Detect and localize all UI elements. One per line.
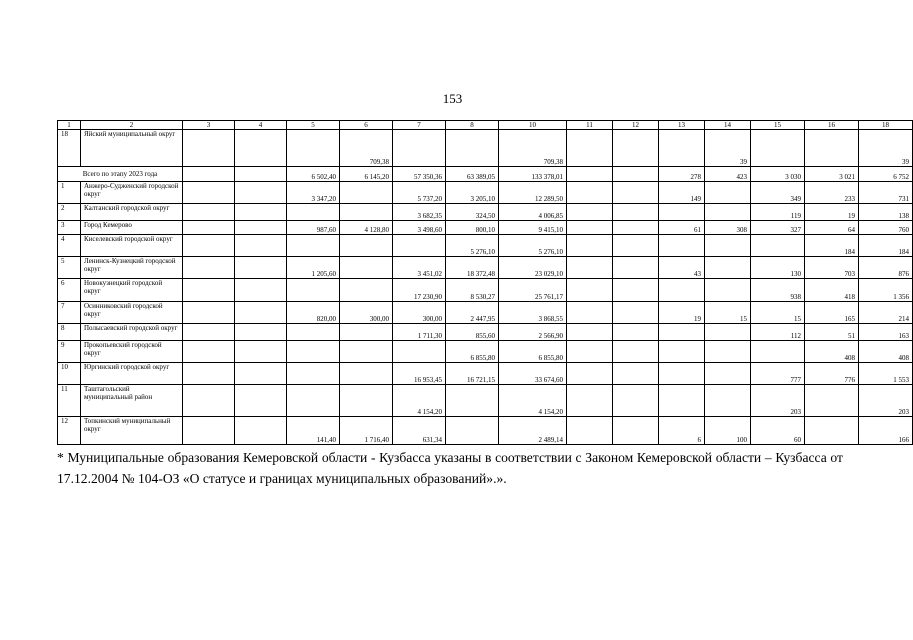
row-number: 8: [58, 323, 81, 340]
value-cell-c5: [287, 203, 340, 220]
value-cell-c3: [183, 235, 235, 257]
value-cell-c13: [659, 130, 705, 167]
value-cell-c16: 776: [805, 363, 859, 385]
value-cell-c15: [751, 130, 805, 167]
value-cell-c5: [287, 341, 340, 363]
value-cell-c4: [235, 279, 287, 301]
value-cell-c12: [613, 257, 659, 279]
value-cell-c10: 133 378,01: [499, 167, 567, 181]
value-cell-c4: [235, 130, 287, 167]
value-cell-c6: [340, 235, 393, 257]
table-row: [58, 301, 913, 323]
value-cell-c15: 119: [751, 203, 805, 220]
value-cell-c13: [659, 385, 705, 416]
value-cell-c16: 703: [805, 257, 859, 279]
table-row: [58, 323, 913, 340]
value-cell-c3: [183, 220, 235, 234]
value-cell-c6: [340, 341, 393, 363]
header-cell: 18: [859, 121, 913, 130]
value-cell-c13: [659, 235, 705, 257]
value-cell-c11: [567, 279, 613, 301]
table-row: [58, 257, 913, 279]
municipality-name: Город Кемерово: [81, 220, 183, 234]
value-cell-c15: 60: [751, 416, 805, 444]
value-cell-c3: [183, 257, 235, 279]
value-cell-c18: 876: [859, 257, 913, 279]
value-cell-c12: [613, 181, 659, 203]
value-cell-c4: [235, 203, 287, 220]
value-cell-c18: 731: [859, 181, 913, 203]
value-cell-c8: 8 530,27: [446, 279, 499, 301]
value-cell-c8: [446, 385, 499, 416]
value-cell-c5: [287, 235, 340, 257]
header-cell: 13: [659, 121, 705, 130]
header-cell: 6: [340, 121, 393, 130]
value-cell-c18: 138: [859, 203, 913, 220]
value-cell-c7: 1 711,30: [393, 323, 446, 340]
table-row: [58, 203, 913, 220]
value-cell-c4: [235, 363, 287, 385]
table-row: [58, 235, 913, 257]
value-cell-c11: [567, 363, 613, 385]
value-cell-c5: [287, 385, 340, 416]
value-cell-c5: [287, 363, 340, 385]
value-cell-c8: 5 276,10: [446, 235, 499, 257]
value-cell-c15: [751, 341, 805, 363]
value-cell-c11: [567, 203, 613, 220]
value-cell-c13: 19: [659, 301, 705, 323]
value-cell-c4: [235, 235, 287, 257]
header-cell: 2: [81, 121, 183, 130]
municipality-name: Прокопьевский городской округ: [81, 341, 183, 363]
value-cell-c12: [613, 279, 659, 301]
value-cell-c14: [705, 181, 751, 203]
value-cell-c5: [287, 323, 340, 340]
row-number: 1: [58, 181, 81, 203]
municipality-name: Юргинский городской округ: [81, 363, 183, 385]
value-cell-c11: [567, 220, 613, 234]
value-cell-c18: 163: [859, 323, 913, 340]
value-cell-c3: [183, 341, 235, 363]
value-cell-c5: 820,00: [287, 301, 340, 323]
value-cell-c18: 1 553: [859, 363, 913, 385]
table-row: [58, 341, 913, 363]
municipality-name: Анжеро-Судженский городской округ: [81, 181, 183, 203]
value-cell-c14: [705, 257, 751, 279]
value-cell-c7: [393, 341, 446, 363]
value-cell-c7: 5 737,20: [393, 181, 446, 203]
value-cell-c5: 141,40: [287, 416, 340, 444]
value-cell-c15: [751, 235, 805, 257]
value-cell-c13: 6: [659, 416, 705, 444]
value-cell-c12: [613, 220, 659, 234]
value-cell-c6: [340, 363, 393, 385]
value-cell-c15: 112: [751, 323, 805, 340]
value-cell-c14: 15: [705, 301, 751, 323]
value-cell-c11: [567, 181, 613, 203]
value-cell-c3: [183, 323, 235, 340]
value-cell-c6: 709,38: [340, 130, 393, 167]
row-number: 3: [58, 220, 81, 234]
value-cell-c6: [340, 203, 393, 220]
row-number: 5: [58, 257, 81, 279]
municipality-name: Топкинский муниципальный округ: [81, 416, 183, 444]
value-cell-c14: 39: [705, 130, 751, 167]
value-cell-c3: [183, 203, 235, 220]
value-cell-c11: [567, 257, 613, 279]
value-cell-c15: 3 030: [751, 167, 805, 181]
value-cell-c11: [567, 385, 613, 416]
header-cell: 7: [393, 121, 446, 130]
value-cell-c10: 2 566,90: [499, 323, 567, 340]
value-cell-c10: 33 674,60: [499, 363, 567, 385]
municipality-name: Ленинск-Кузнецкий городской округ: [81, 257, 183, 279]
value-cell-c11: [567, 341, 613, 363]
municipality-name: Калтанский городской округ: [81, 203, 183, 220]
row-number: 7: [58, 301, 81, 323]
value-cell-c15: 349: [751, 181, 805, 203]
value-cell-c16: 64: [805, 220, 859, 234]
value-cell-c10: 5 276,10: [499, 235, 567, 257]
header-cell: 8: [446, 121, 499, 130]
row-number: 6: [58, 279, 81, 301]
municipality-name: Киселевский городской округ: [81, 235, 183, 257]
value-cell-c13: [659, 203, 705, 220]
header-cell: 1: [58, 121, 81, 130]
value-cell-c5: [287, 279, 340, 301]
value-cell-c16: 19: [805, 203, 859, 220]
value-cell-c10: 4 006,85: [499, 203, 567, 220]
value-cell-c7: 17 230,90: [393, 279, 446, 301]
value-cell-c7: 3 451,02: [393, 257, 446, 279]
value-cell-c11: [567, 130, 613, 167]
value-cell-c12: [613, 203, 659, 220]
municipality-name: Осинниковский городской округ: [81, 301, 183, 323]
value-cell-c10: 9 415,10: [499, 220, 567, 234]
value-cell-c13: [659, 341, 705, 363]
value-cell-c6: [340, 279, 393, 301]
value-cell-c7: 300,00: [393, 301, 446, 323]
value-cell-c12: [613, 235, 659, 257]
value-cell-c11: [567, 301, 613, 323]
value-cell-c3: [183, 167, 235, 181]
value-cell-c16: 408: [805, 341, 859, 363]
total-label: Всего по этапу 2023 года: [58, 167, 183, 181]
value-cell-c6: 300,00: [340, 301, 393, 323]
value-cell-c7: 631,34: [393, 416, 446, 444]
value-cell-c4: [235, 385, 287, 416]
value-cell-c12: [613, 301, 659, 323]
value-cell-c16: 3 021: [805, 167, 859, 181]
header-cell: 5: [287, 121, 340, 130]
value-cell-c16: 51: [805, 323, 859, 340]
value-cell-c18: 203: [859, 385, 913, 416]
value-cell-c18: 39: [859, 130, 913, 167]
value-cell-c12: [613, 416, 659, 444]
value-cell-c13: 43: [659, 257, 705, 279]
header-cell: 16: [805, 121, 859, 130]
value-cell-c18: 166: [859, 416, 913, 444]
value-cell-c15: 203: [751, 385, 805, 416]
value-cell-c6: [340, 323, 393, 340]
value-cell-c13: 149: [659, 181, 705, 203]
value-cell-c8: 855,60: [446, 323, 499, 340]
value-cell-c13: [659, 323, 705, 340]
value-cell-c7: 4 154,20: [393, 385, 446, 416]
data-table: [57, 120, 913, 445]
value-cell-c15: 327: [751, 220, 805, 234]
value-cell-c12: [613, 130, 659, 167]
value-cell-c12: [613, 167, 659, 181]
value-cell-c10: 23 029,10: [499, 257, 567, 279]
value-cell-c12: [613, 363, 659, 385]
value-cell-c7: 16 953,45: [393, 363, 446, 385]
value-cell-c12: [613, 323, 659, 340]
value-cell-c8: 800,10: [446, 220, 499, 234]
value-cell-c12: [613, 385, 659, 416]
value-cell-c4: [235, 257, 287, 279]
header-cell: 12: [613, 121, 659, 130]
value-cell-c3: [183, 385, 235, 416]
footnote: * Муниципальные образования Кемеровской области - Кузбасса указаны в соответствии с Законом Кемеровской области – Кузбасса от 17.12.2004 № 104-ОЗ «О статусе и границах муниципальных образований».».: [57, 450, 843, 486]
value-cell-c16: 184: [805, 235, 859, 257]
value-cell-c3: [183, 301, 235, 323]
value-cell-c10: 2 489,14: [499, 416, 567, 444]
municipality-name: Новокузнецкий городской округ: [81, 279, 183, 301]
header-cell: 10: [499, 121, 567, 130]
row-number: 12: [58, 416, 81, 444]
municipality-name: Таштагольский муниципальный район: [81, 385, 183, 416]
value-cell-c10: 25 761,17: [499, 279, 567, 301]
table-row: [58, 385, 913, 416]
table-row: [58, 130, 913, 167]
value-cell-c14: [705, 203, 751, 220]
value-cell-c5: 1 205,60: [287, 257, 340, 279]
value-cell-c8: [446, 416, 499, 444]
value-cell-c8: 2 447,95: [446, 301, 499, 323]
value-cell-c4: [235, 301, 287, 323]
value-cell-c15: 777: [751, 363, 805, 385]
row-number: 11: [58, 385, 81, 416]
value-cell-c15: 15: [751, 301, 805, 323]
value-cell-c6: 1 716,40: [340, 416, 393, 444]
value-cell-c18: 1 356: [859, 279, 913, 301]
value-cell-c14: [705, 363, 751, 385]
value-cell-c3: [183, 279, 235, 301]
table-row: [58, 279, 913, 301]
value-cell-c8: 3 205,10: [446, 181, 499, 203]
value-cell-c12: [613, 341, 659, 363]
value-cell-c8: 16 721,15: [446, 363, 499, 385]
table-total-row: [58, 167, 913, 181]
value-cell-c10: 6 855,80: [499, 341, 567, 363]
value-cell-c5: 6 502,40: [287, 167, 340, 181]
municipality-name: Яйский муниципальный округ: [81, 130, 183, 167]
value-cell-c18: 184: [859, 235, 913, 257]
value-cell-c14: [705, 279, 751, 301]
value-cell-c7: [393, 130, 446, 167]
table-header-row: [58, 121, 913, 130]
row-number: 2: [58, 203, 81, 220]
header-cell: 4: [235, 121, 287, 130]
value-cell-c3: [183, 416, 235, 444]
value-cell-c16: [805, 130, 859, 167]
value-cell-c4: [235, 220, 287, 234]
value-cell-c16: [805, 416, 859, 444]
value-cell-c18: 760: [859, 220, 913, 234]
value-cell-c3: [183, 363, 235, 385]
value-cell-c5: 987,60: [287, 220, 340, 234]
value-cell-c7: 57 350,36: [393, 167, 446, 181]
value-cell-c10: 12 289,50: [499, 181, 567, 203]
value-cell-c16: 165: [805, 301, 859, 323]
value-cell-c4: [235, 181, 287, 203]
page-number: 153: [442, 91, 463, 106]
value-cell-c14: 423: [705, 167, 751, 181]
value-cell-c13: [659, 363, 705, 385]
value-cell-c5: [287, 130, 340, 167]
value-cell-c14: [705, 323, 751, 340]
value-cell-c8: [446, 130, 499, 167]
value-cell-c6: [340, 385, 393, 416]
value-cell-c15: 938: [751, 279, 805, 301]
header-cell: 15: [751, 121, 805, 130]
header-cell: 3: [183, 121, 235, 130]
table-row: [58, 220, 913, 234]
value-cell-c5: 3 347,20: [287, 181, 340, 203]
row-number: 9: [58, 341, 81, 363]
value-cell-c15: 130: [751, 257, 805, 279]
value-cell-c14: [705, 385, 751, 416]
value-cell-c13: 61: [659, 220, 705, 234]
value-cell-c13: [659, 279, 705, 301]
municipality-name: Полысаевский городской округ: [81, 323, 183, 340]
value-cell-c13: 278: [659, 167, 705, 181]
value-cell-c16: 418: [805, 279, 859, 301]
value-cell-c6: 4 128,80: [340, 220, 393, 234]
value-cell-c11: [567, 167, 613, 181]
table-row: [58, 181, 913, 203]
value-cell-c7: 3 682,35: [393, 203, 446, 220]
value-cell-c6: [340, 181, 393, 203]
value-cell-c6: 6 145,20: [340, 167, 393, 181]
value-cell-c14: [705, 341, 751, 363]
value-cell-c7: [393, 235, 446, 257]
value-cell-c18: 214: [859, 301, 913, 323]
value-cell-c11: [567, 235, 613, 257]
value-cell-c16: 233: [805, 181, 859, 203]
table-body: [58, 121, 913, 445]
value-cell-c6: [340, 257, 393, 279]
value-cell-c4: [235, 416, 287, 444]
row-number: 4: [58, 235, 81, 257]
value-cell-c11: [567, 323, 613, 340]
value-cell-c14: 308: [705, 220, 751, 234]
header-cell: 11: [567, 121, 613, 130]
value-cell-c14: 100: [705, 416, 751, 444]
value-cell-c3: [183, 181, 235, 203]
value-cell-c8: 18 372,48: [446, 257, 499, 279]
value-cell-c18: 408: [859, 341, 913, 363]
value-cell-c10: 3 868,55: [499, 301, 567, 323]
value-cell-c14: [705, 235, 751, 257]
value-cell-c8: 6 855,80: [446, 341, 499, 363]
header-cell: 14: [705, 121, 751, 130]
value-cell-c8: 324,50: [446, 203, 499, 220]
value-cell-c18: 6 752: [859, 167, 913, 181]
value-cell-c10: 709,38: [499, 130, 567, 167]
row-number: 18: [58, 130, 81, 167]
value-cell-c3: [183, 130, 235, 167]
value-cell-c4: [235, 341, 287, 363]
value-cell-c4: [235, 167, 287, 181]
value-cell-c16: [805, 385, 859, 416]
row-number: 10: [58, 363, 81, 385]
table-row: [58, 416, 913, 444]
value-cell-c11: [567, 416, 613, 444]
value-cell-c10: 4 154,20: [499, 385, 567, 416]
value-cell-c4: [235, 323, 287, 340]
value-cell-c8: 63 389,05: [446, 167, 499, 181]
table-row: [58, 363, 913, 385]
value-cell-c7: 3 498,60: [393, 220, 446, 234]
